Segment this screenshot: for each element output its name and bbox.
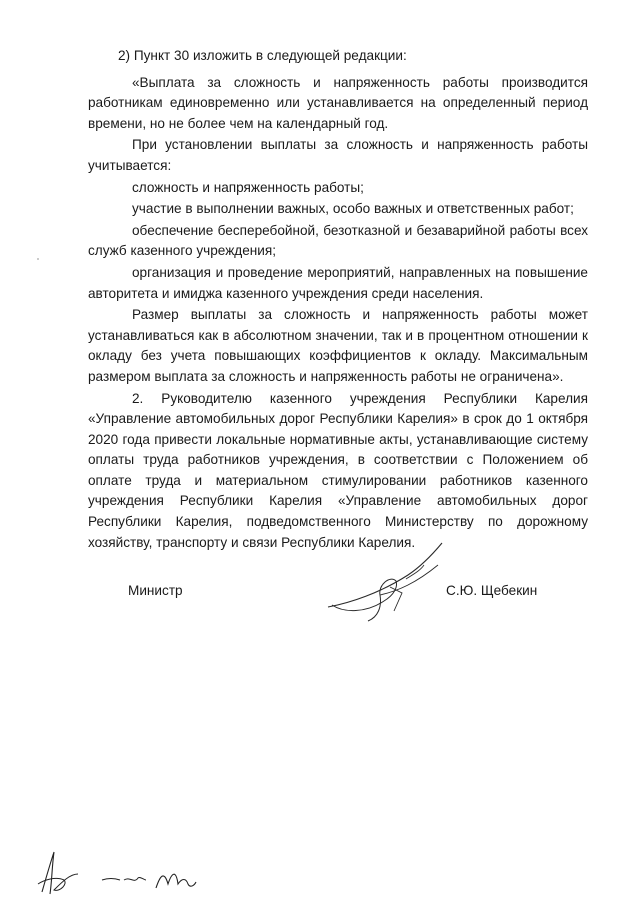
- paragraph-item-2-heading: 2) Пункт 30 изложить в следующей редакции:: [118, 48, 407, 63]
- document-body: [88, 46, 588, 553]
- paragraph-payment-size: Размер выплаты за сложность и напряженность работы может устанавливаться как в абсолютном значении, так и в процентном отношении к окладу без учета повышающих коэффициентов к окладу. Максимальным размером выплата за сложность и напряженность работы не ограничена».: [88, 307, 588, 384]
- handwritten-initials: [28, 840, 198, 900]
- signature-title: Министр: [128, 583, 183, 598]
- list-item-participation: участие в выполнении важных, особо важных и ответственных работ;: [132, 201, 574, 217]
- signature-name: С.Ю. Щебекин: [446, 583, 538, 598]
- list-item-complexity: сложность и напряженность работы;: [132, 179, 364, 195]
- paragraph-item-2-directive: 2. Руководителю казенного учреждения Республики Карелия «Управление автомобильных дорог Республики Карелия» в срок до 1 октября 2020 года привести локальные нормативные акты, устанавливающие систему оплаты труда работников учреждения, в соответствии с Положением об оплате труда и материальном стимулировании работников казенного учреждения Республики Карелия «Управление автомобильных дорог Республики Карелия, подведомственного Министерству по дорожному хозяйству, транспорту и связи Республики Карелия.: [88, 390, 588, 550]
- list-item-continuity: обеспечение бесперебойной, безотказной и безаварийной работы всех служб казенного учреждения;: [88, 222, 588, 259]
- paragraph-quote-start: «Выплата за сложность и напряженность работы производится работникам единовременно или устанавливается на определенный период времени, но не более чем на календарный год.: [88, 74, 588, 131]
- handwritten-signature: [320, 535, 450, 625]
- scan-speck: [37, 258, 39, 260]
- list-item-organization: организация и проведение мероприятий, направленных на повышение авторитета и имиджа казенного учреждения среди населения.: [88, 264, 588, 301]
- paragraph-considerations: При установлении выплаты за сложность и напряженность работы учитывается:: [88, 137, 588, 173]
